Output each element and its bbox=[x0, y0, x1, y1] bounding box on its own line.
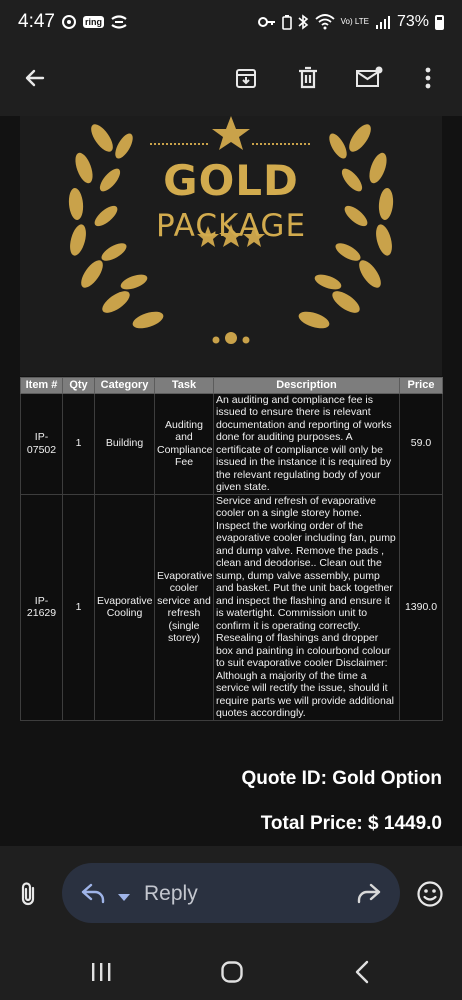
nav-back-icon bbox=[354, 971, 370, 988]
email-body bbox=[0, 116, 462, 846]
wifi-calling-icon bbox=[315, 14, 335, 30]
qty-cell: 1 bbox=[63, 494, 95, 720]
email-toolbar bbox=[0, 44, 462, 116]
recents-button[interactable] bbox=[90, 962, 112, 987]
system-nav-bar bbox=[0, 940, 462, 1000]
column-header: Description bbox=[214, 378, 400, 394]
reply-label[interactable]: Reply bbox=[144, 882, 198, 905]
item-number-cell: IP-21629 bbox=[21, 494, 63, 720]
chevron-down-icon[interactable] bbox=[118, 889, 130, 907]
status-right bbox=[258, 13, 444, 31]
volte-icon: Vo) LTE bbox=[340, 17, 369, 26]
price-cell: 59.0 bbox=[400, 393, 443, 494]
quote-table bbox=[20, 377, 443, 721]
recents-icon bbox=[90, 969, 112, 986]
column-header: Category bbox=[95, 378, 155, 394]
ring-app-icon: ring bbox=[84, 17, 102, 27]
status-bar bbox=[0, 0, 462, 44]
banner-subtitle: PACKAGE bbox=[155, 208, 307, 244]
column-header: Price bbox=[400, 378, 443, 394]
battery-saver-icon bbox=[282, 15, 292, 30]
category-cell: Building bbox=[95, 393, 155, 494]
quote-id: Quote ID: Gold Option bbox=[241, 768, 442, 789]
column-header: Task bbox=[155, 378, 214, 394]
category-cell: Evaporative Cooling bbox=[95, 494, 155, 720]
arrow-left-icon bbox=[23, 66, 47, 95]
archive-icon bbox=[234, 66, 258, 95]
table-header-row bbox=[21, 378, 443, 394]
item-number-cell: IP-07502 bbox=[21, 393, 63, 494]
sync-icon bbox=[61, 14, 77, 30]
more-vert-icon bbox=[425, 67, 431, 94]
task-cell: Auditing and Compliance Fee bbox=[155, 393, 214, 494]
home-icon bbox=[220, 971, 244, 988]
paperclip-icon bbox=[18, 894, 38, 911]
home-button[interactable] bbox=[220, 960, 244, 989]
battery-icon bbox=[435, 15, 444, 30]
battery-percent: 73% bbox=[396, 13, 429, 30]
forward-icon[interactable] bbox=[356, 881, 382, 910]
archive-button[interactable] bbox=[226, 60, 266, 100]
description-cell: Service and refresh of evaporative cooler on a single storey home. Inspect the working order of the evaporative cooler including fan, pump and dump valve. Remove the pads , clean and deodorise.. Clean out the sump, dump valve assembly, pump and basket. Put the unit back together and inspect the flashing and ensure it is watertight. Commission unit to confirm it is operating correctly. Resealing of flashings and dropper box and painting in colourbond colour to suit evaporative cooler Disclaimer: Although a majority of the time a service will rectify the issue, should it require parts we will provide additional quotes accordingly. bbox=[214, 494, 400, 720]
attach-button[interactable] bbox=[18, 881, 38, 912]
more-options-button[interactable] bbox=[408, 60, 448, 100]
mail-unread-icon bbox=[355, 66, 383, 95]
price-cell: 1390.0 bbox=[400, 494, 443, 720]
gold-package-banner bbox=[20, 116, 442, 376]
reply-pill[interactable] bbox=[62, 863, 400, 923]
emoji-icon bbox=[416, 895, 444, 912]
back-button[interactable] bbox=[15, 60, 55, 100]
total-price: Total Price: $ 1449.0 bbox=[260, 813, 442, 834]
description-cell: An auditing and compliance fee is issued to ensure there is relevant documentation and reporting of works done for auditing purposes. A certificate of compliance will only be issued in the instance it is required by the relevant regulating body of your given state. bbox=[214, 393, 400, 494]
nav-back-button[interactable] bbox=[354, 960, 370, 989]
trash-icon bbox=[297, 66, 319, 95]
status-time: 4:47 bbox=[18, 11, 55, 32]
column-header: Item # bbox=[21, 378, 63, 394]
reply-icon[interactable] bbox=[80, 881, 106, 910]
delete-button[interactable] bbox=[288, 60, 328, 100]
reply-bar bbox=[0, 846, 462, 940]
table-row bbox=[21, 494, 443, 720]
table-row bbox=[21, 393, 443, 494]
task-cell: Evaporative cooler service and refresh (single storey) bbox=[155, 494, 214, 720]
laurel-wreath-icon bbox=[20, 116, 442, 376]
notification-app-icon bbox=[110, 15, 128, 29]
mark-unread-button[interactable] bbox=[349, 60, 389, 100]
bluetooth-icon bbox=[298, 14, 309, 30]
emoji-button[interactable] bbox=[416, 880, 444, 913]
key-icon bbox=[258, 16, 276, 28]
banner-title: GOLD bbox=[163, 156, 299, 205]
qty-cell: 1 bbox=[63, 393, 95, 494]
status-left bbox=[18, 11, 128, 33]
column-header: Qty bbox=[63, 378, 95, 394]
signal-icon bbox=[375, 15, 391, 29]
